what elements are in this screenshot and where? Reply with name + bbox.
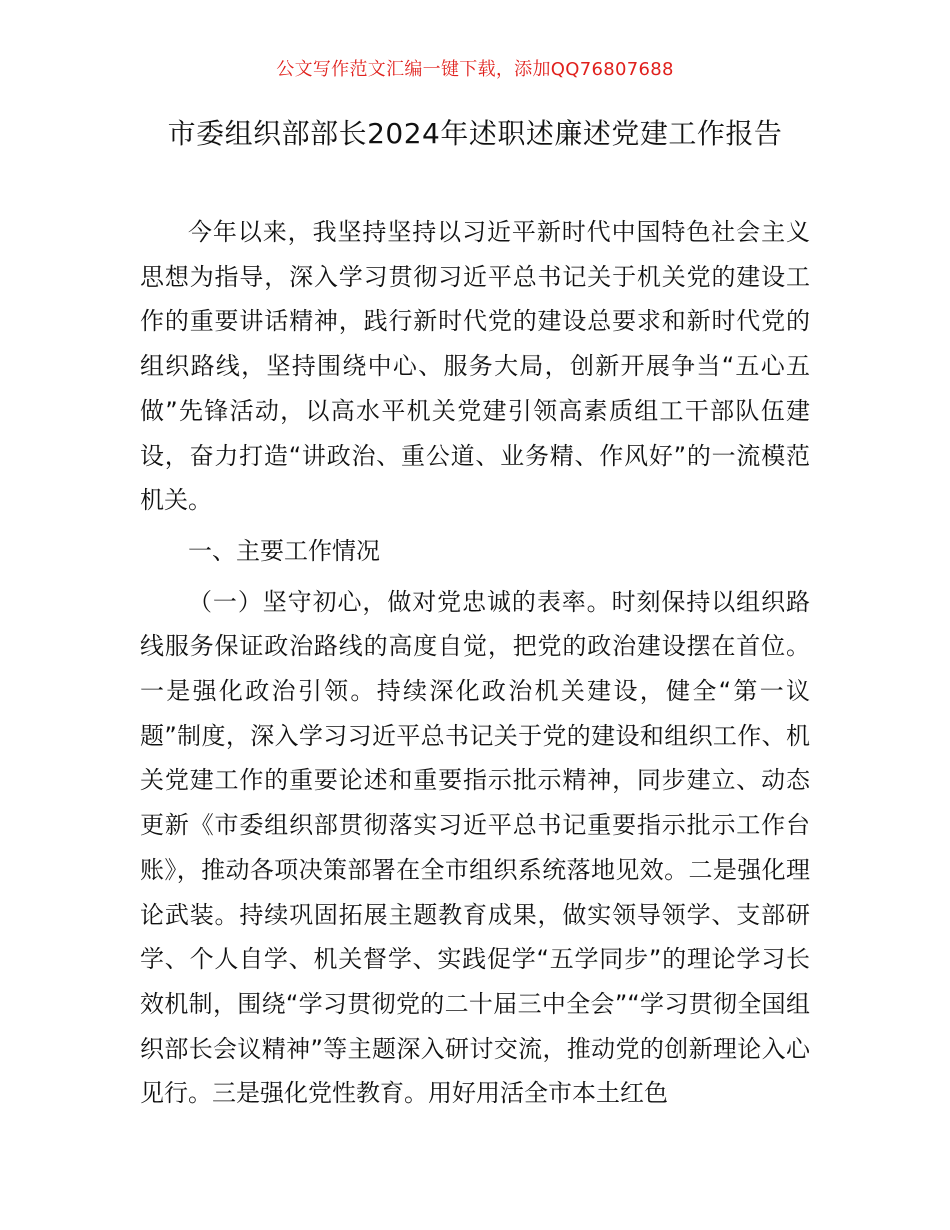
section-heading: 一、主要工作情况 bbox=[188, 536, 380, 565]
watermark-text: 公文写作范文汇编一键下载，添加QQ76807688 bbox=[276, 59, 674, 80]
document-body bbox=[140, 210, 810, 1116]
document-title: 市委组织部部长2024年述职述廉述党建工作报告 bbox=[167, 117, 783, 150]
intro-paragraph: 今年以来，我坚持坚持以习近平新时代中国特色社会主义思想为指导，深入学习贯彻习近平总书记关于机关党的建设工作的重要讲话精神，践行新时代党的建设总要求和新时代党的组织路线，坚持围绕中心、服务大局，创新开展争当“五心五做”先锋活动，以高水平机关党建引领高素质组工干部队伍建设，奋力打造“讲政治、重公道、业务精、作风好”的一流模范机关。 bbox=[140, 218, 810, 515]
section-one-paragraph: （一）坚守初心，做对党忠诚的表率。时刻保持以组织路线服务保证政治路线的高度自觉，把党的政治建设摆在首位。一是强化政治引领。持续深化政治机关建设，健全“第一议题”制度，深入学习习近平总书记关于党的建设和组织工作、机关党建工作的重要论述和重要指示批示精神，同步建立、动态更新《市委组织部贯彻落实习近平总书记重要指示批示工作台账》，推动各项决策部署在全市组织系统落地见效。二是强化理论武装。持续巩固拓展主题教育成果，做实领导领学、支部研学、个人自学、机关督学、实践促学“五学同步”的理论学习长效机制，围绕“学习贯彻党的二十届三中全会”“学习贯彻全国组织部长会议精神”等主题深入研讨交流，推动党的创新理论入心见行。三是强化党性教育。用好用活全市本土红色 bbox=[140, 587, 810, 1108]
